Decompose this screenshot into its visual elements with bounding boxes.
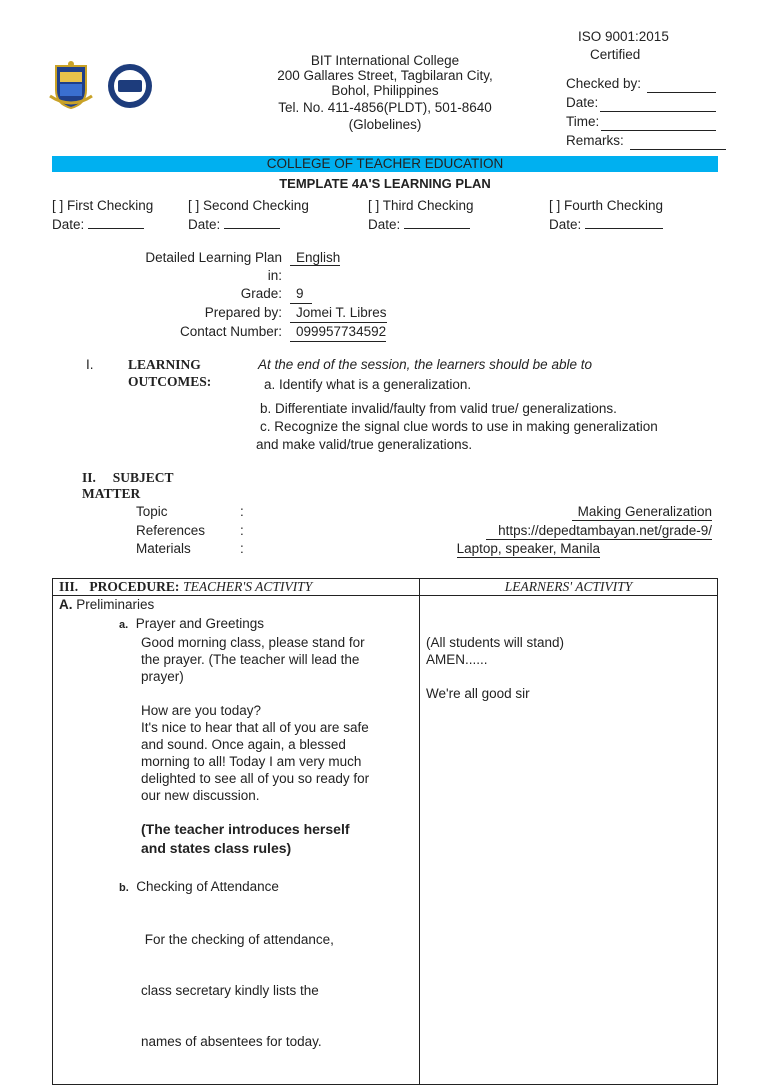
learner-response: AMEN...... [426,652,488,667]
learners-header-cell [420,579,718,596]
college-header [240,53,530,132]
prelim-letter: A. [59,597,73,612]
attendance-line: For the checking of attendance, [141,932,334,947]
prelim-title: Preliminaries [76,597,155,612]
contact-label: Contact Number: [179,324,282,339]
teacher-line: How are you today? [141,703,262,718]
dlp-value: English [290,249,340,266]
fourth-checking-label: [ ] Fourth Checking [549,198,664,213]
prepared-value: Jomei T. Libres [290,304,387,323]
teacher-line: the prayer. (The teacher will lead the [141,652,360,667]
college-address-2: Bohol, Philippines [331,83,439,98]
learner-response: (All students will stand) [426,635,565,650]
prepared-label: Prepared by: [204,305,282,320]
teacher-line: and sound. Once again, a blessed [141,737,346,752]
third-checking [368,196,518,234]
attendance-line: class secretary kindly lists the [141,983,319,998]
teacher-line: our new discussion. [141,788,260,803]
materials-sep: : [240,541,244,556]
teacher-activity-cell [53,596,420,1085]
references-sep: : [240,523,244,538]
college-seal-logo [48,60,94,110]
college-address-1: 200 Gallares Street, Tagbilaran City, [277,68,493,83]
outcome-a: a. Identify what is a generalization. [264,377,472,392]
procedure-label: PROCEDURE: [89,579,180,594]
checking-panel [566,74,726,150]
contact-value: 099957734592 [290,323,386,342]
template-title: TEMPLATE 4A'S LEARNING PLAN [279,176,491,191]
step-b-title: Checking of Attendance [136,879,279,894]
first-checking-label: [ ] First Checking [52,198,154,213]
college-name: BIT International College [310,53,460,68]
grade-value: 9 [290,285,312,304]
fourth-checking-date: Date: [549,217,582,232]
outcome-c-1: c. Recognize the signal clue words to use in making generalization [260,419,658,434]
procedure-number: III. [59,579,79,594]
checked-by-label: Checked by: [566,76,642,91]
intro-note: and states class rules) [141,840,292,856]
third-checking-date: Date: [368,217,401,232]
procedure-body-row [53,596,718,1085]
college-telephone-2: (Globelines) [348,117,422,132]
remarks-label: Remarks: [566,133,624,148]
third-checking-label: [ ] Third Checking [368,198,474,213]
step-a-title: Prayer and Greetings [135,616,265,631]
college-telephone: Tel. No. 411-4856(PLDT), 501-8640 [278,100,492,115]
outcomes-title-2: OUTCOMES: [128,374,212,389]
procedure-header-row [53,579,718,596]
topic-value: Making Generalization [572,504,712,521]
plan-details [140,249,560,342]
first-checking [52,196,182,234]
topic-sep: : [240,504,244,519]
iso-certification [578,28,718,64]
outcomes-number: I. [86,357,94,372]
teacher-line: prayer) [141,669,184,684]
outcome-b: b. Differentiate invalid/faulty from valid true/ generalizations. [260,401,617,416]
outcomes-intro: At the end of the session, the learners should be able to [258,357,592,372]
subject-matter-section [82,470,722,560]
iso-line-2: Certified [590,47,641,62]
learners-activity-cell [420,596,718,1085]
second-checking-date: Date: [188,217,221,232]
second-checking [188,196,348,234]
iso-line-1: ISO 9001:2015 [578,29,669,44]
attendance-line: names of absentees for today. [141,1034,322,1049]
references-value: https://depedtambayan.net/grade-9/ [486,523,712,540]
references-label: References [136,523,206,538]
teacher-line: delighted to see all of you so ready for [141,771,370,786]
step-b-letter: b. [119,882,129,894]
intro-note: (The teacher introduces herself [141,821,350,837]
materials-label: Materials [136,541,191,556]
outcomes-title-1: LEARNING [128,357,201,372]
second-checking-label: [ ] Second Checking [188,198,309,213]
grade-label: Grade: [240,286,282,301]
subject-title-2: MATTER [82,486,141,501]
fourth-checking [549,196,719,234]
materials-value: Laptop, speaker, Manila [456,541,600,556]
subject-title-1: II. SUBJECT [82,470,174,485]
tuv-certification-logo [106,62,154,110]
teacher-line: It's nice to hear that all of you are safe [141,720,369,735]
time-label: Time: [566,114,600,129]
learner-response: We're all good sir [426,686,530,701]
learners-activity-header: LEARNERS' ACTIVITY [504,579,633,594]
procedure-table [52,578,718,1085]
teacher-line: Good morning class, please stand for [141,635,365,650]
first-checking-date: Date: [52,217,85,232]
teacher-activity-header: TEACHER'S ACTIVITY [183,579,313,594]
teacher-line: morning to all! Today I am very much [141,754,362,769]
topic-label: Topic [136,504,168,519]
teacher-header-cell [53,579,420,596]
department-band: COLLEGE OF TEACHER EDUCATION [52,156,718,172]
step-a-letter: a. [119,619,129,631]
date-label: Date: [566,95,599,110]
outcome-c-2: and make valid/true generalizations. [256,437,473,452]
dlp-label: Detailed Learning Plan in: [145,250,282,283]
